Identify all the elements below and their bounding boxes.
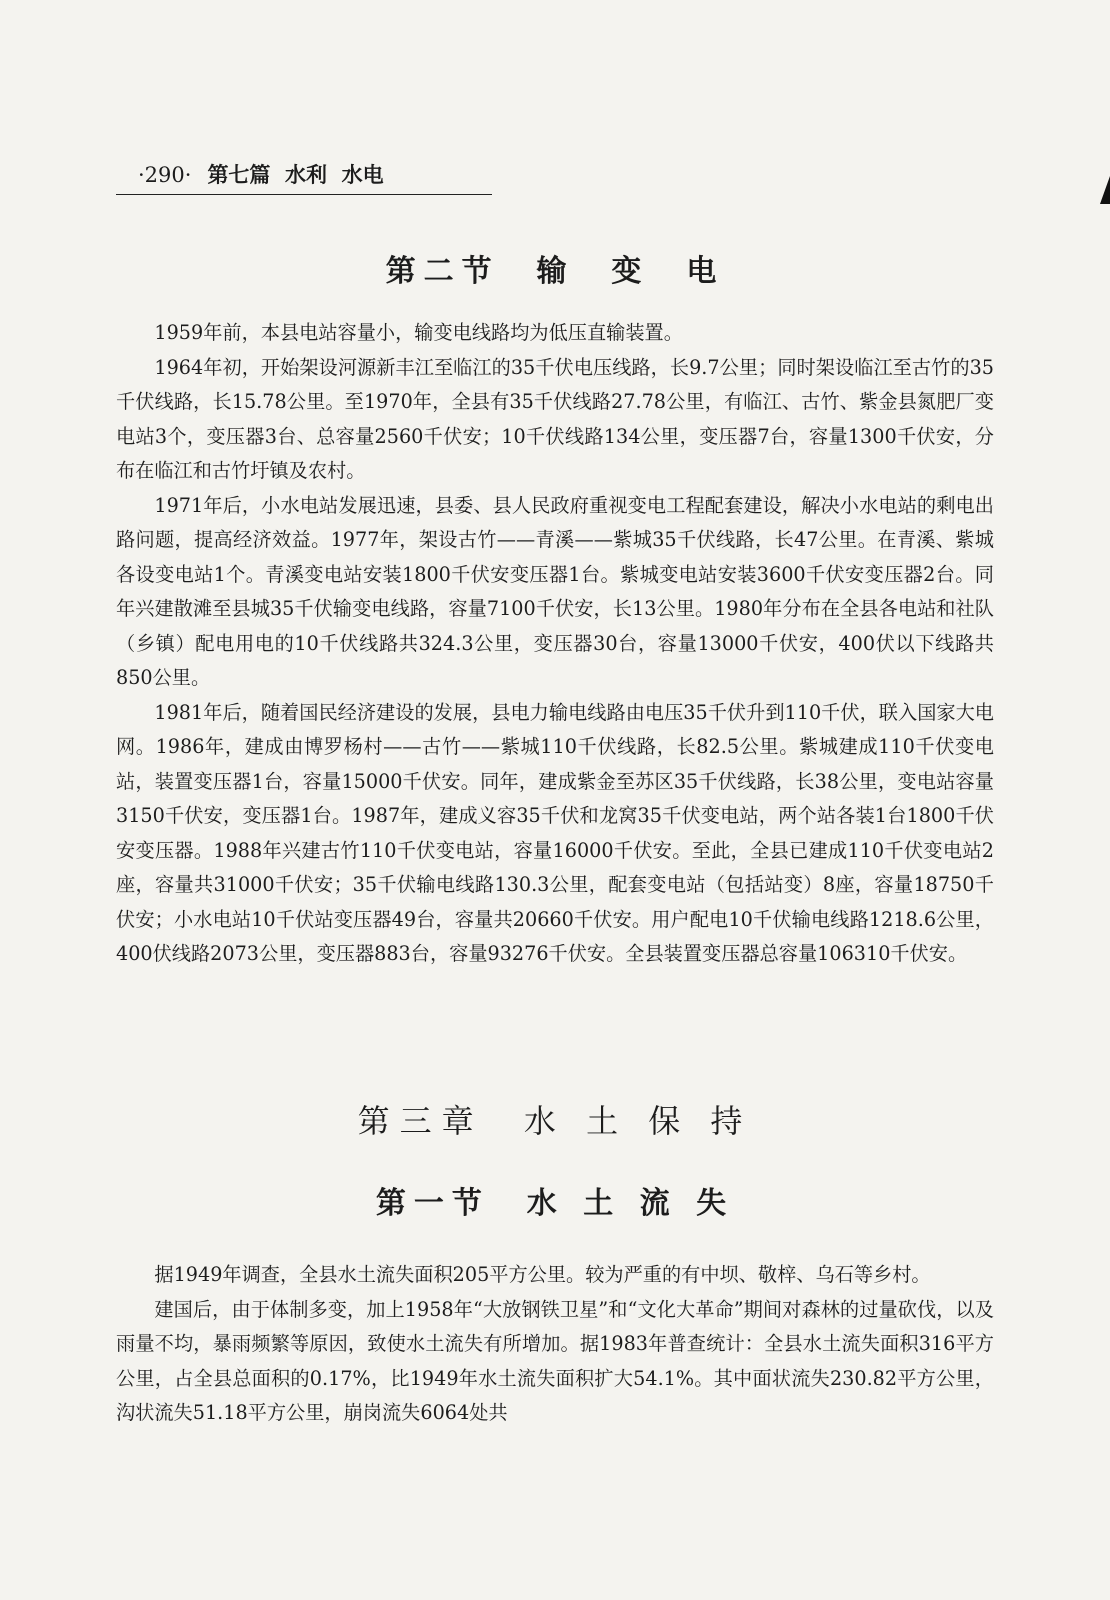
section-soil-erosion-body bbox=[116, 1258, 994, 1431]
paragraph: 1971年后，小水电站发展迅速，县委、县人民政府重视变电工程配套建设，解决小水电站的剩电出路问题，提高经济效益。1977年，架设古竹——青溪——紫城35千伏线路，长47公里。在青溪、紫城各设变电站1个。青溪变电站安装1800千伏安变压器1台。紫城变电站安装3600千伏安变压器2台。同年兴建散滩至县城35千伏输变电线路，容量7100千伏安，长13公里。1980年分布在全县各电站和社队（乡镇）配电用电的10千伏线路共324.3公里，变压器30台，容量13000千伏安，400伏以下线路共850公里。 bbox=[116, 493, 994, 689]
chapter-title: 第三章 水 土 保 持 bbox=[357, 1102, 753, 1140]
paragraph: 1959年前，本县电站容量小，输变电线路均为低压直输装置。 bbox=[154, 321, 683, 344]
paragraph: 建国后，由于体制多变，加上1958年“大放钢铁卫星”和“文化大革命”期间对森林的过量砍伐，以及雨量不均，暴雨频繁等原因，致使水土流失有所增加。据1983年普查统计：全县水土流失面积316平方公里，占全县总面积的0.17%，比1949年水土流失面积扩大54.1%。其中面状流失230.82平方公里，沟状流失51.18平方公里，崩岗流失6064处共 bbox=[116, 1297, 994, 1424]
page-number: ·290· bbox=[138, 163, 192, 187]
section-transmission-body bbox=[116, 316, 994, 972]
section-title-transmission: 第二节 输 变 电 bbox=[385, 254, 725, 289]
paragraph: 1981年后，随着国民经济建设的发展，县电力输电线路由电压35千伏升到110千伏，联入国家大电网。1986年，建成由博罗杨村——古竹——紫城110千伏线路，长82.5公里。紫城建成110千伏变电站，装置变压器1台，容量15000千伏安。同年，建成紫金至苏区35千伏线路，长38公里，变电站容量3150千伏安，变压器1台。1987年，建成义容35千伏和龙窝35千伏变电站，两个站各装1台1800千伏安变压器。1988年兴建古竹110千伏变电站，容量16000千伏安。至此，全县已建成110千伏变电站2座，容量共31000千伏安；35千伏输电线路130.3公里，配套变电站（包括站变）8座，容量18750千伏安；小水电站10千伏站变压器49台，容量共20660千伏安。用户配电10千伏输电线路1218.6公里，400伏线路2073公里，变压器883台，容量93276千伏安。全县装置变压器总容量106310千伏安。 bbox=[116, 700, 994, 965]
running-header bbox=[116, 160, 492, 195]
paragraph: 1964年初，开始架设河源新丰江至临江的35千伏电压线路，长9.7公里；同时架设临江至古竹的35千伏线路，长15.78公里。至1970年，全县有35千伏线路27.78公里，有临江、古竹、紫金县氮肥厂变电站3个，变压器3台、总容量2560千伏安；10千伏线路134公里，变压器7台，容量1300千伏安，分布在临江和古竹圩镇及农村。 bbox=[116, 355, 994, 482]
page-edge-mark bbox=[1100, 176, 1110, 204]
section-title-soil-erosion: 第一节 水 土 流 失 bbox=[375, 1186, 735, 1221]
part-title: 第七篇 水利 水电 bbox=[207, 163, 384, 187]
paragraph: 据1949年调查，全县水土流失面积205平方公里。较为严重的有中坝、敬梓、乌石等乡村。 bbox=[154, 1263, 931, 1286]
